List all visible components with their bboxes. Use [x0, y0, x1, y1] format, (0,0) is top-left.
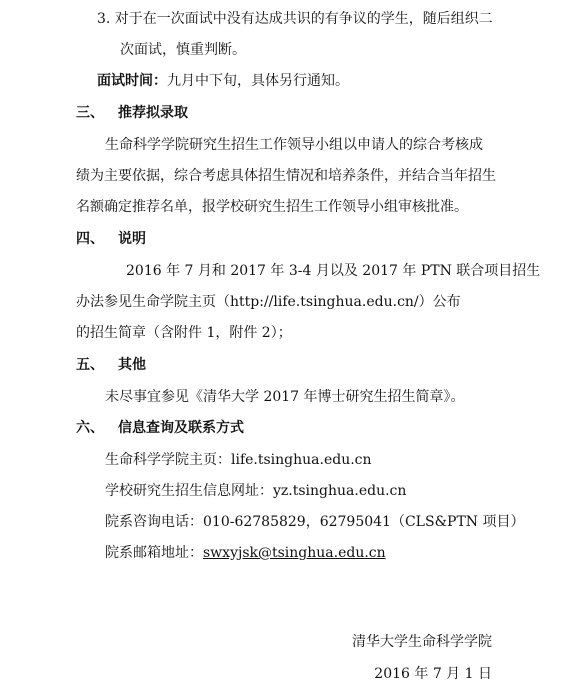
- phone-line: 院系咨询电话：010-62785829，62795041（CLS&PTN 项目）: [105, 514, 525, 530]
- email-line: [105, 544, 386, 562]
- interview-time: [97, 72, 349, 90]
- section-4-number: 四、: [76, 231, 104, 247]
- signature-org: 清华大学生命科学学院: [352, 634, 492, 650]
- section-4-line3: 的招生简章（含附件 1，附件 2）；: [76, 325, 292, 341]
- item3-line2: 次面试，慎重判断。: [120, 42, 246, 58]
- section-5-title: 其他: [118, 357, 146, 373]
- section-4-title: 说明: [118, 231, 146, 247]
- signature-date: 2016 年 7 月 1 日: [374, 666, 492, 682]
- email-link[interactable]: swxyjsk@tsinghua.edu.cn: [203, 545, 386, 561]
- interview-time-value: 九月中下旬，具体另行通知。: [167, 73, 349, 89]
- section-3-line2: 绩为主要依据，综合考虑具体招生情况和培养条件，并结合当年招生: [76, 168, 496, 184]
- section-5-number: 五、: [76, 357, 104, 373]
- section-3-line3: 名额确定推荐名单，报学校研究生招生工作领导小组审核批准。: [76, 199, 468, 215]
- item3-line1: 3. 对于在一次面试中没有达成共识的有争议的学生，随后组织二: [97, 11, 493, 27]
- admissions-site-line: 学校研究生招生信息网址：yz.tsinghua.edu.cn: [105, 483, 407, 499]
- section-6-title: 信息查询及联系方式: [118, 420, 244, 436]
- section-3-title: 推荐拟录取: [118, 105, 188, 121]
- interview-time-label: 面试时间：: [97, 73, 167, 89]
- email-label: 院系邮箱地址：: [105, 545, 203, 561]
- section-5-line1: 未尽事宜参见《清华大学 2017 年博士研究生招生简章》。: [105, 389, 465, 405]
- section-3-line1: 生命科学学院研究生招生工作领导小组以申请人的综合考核成: [105, 137, 483, 153]
- section-6-number: 六、: [76, 420, 104, 436]
- section-4-line1: 2016 年 7 月和 2017 年 3-4 月以及 2017 年 PTN 联合项目招生: [126, 263, 541, 279]
- section-3-number: 三、: [76, 105, 104, 121]
- homepage-line: 生命科学学院主页：life.tsinghua.edu.cn: [105, 452, 372, 468]
- section-4-line2: 办法参见生命学院主页（http://life.tsinghua.edu.cn/）公布: [76, 294, 461, 310]
